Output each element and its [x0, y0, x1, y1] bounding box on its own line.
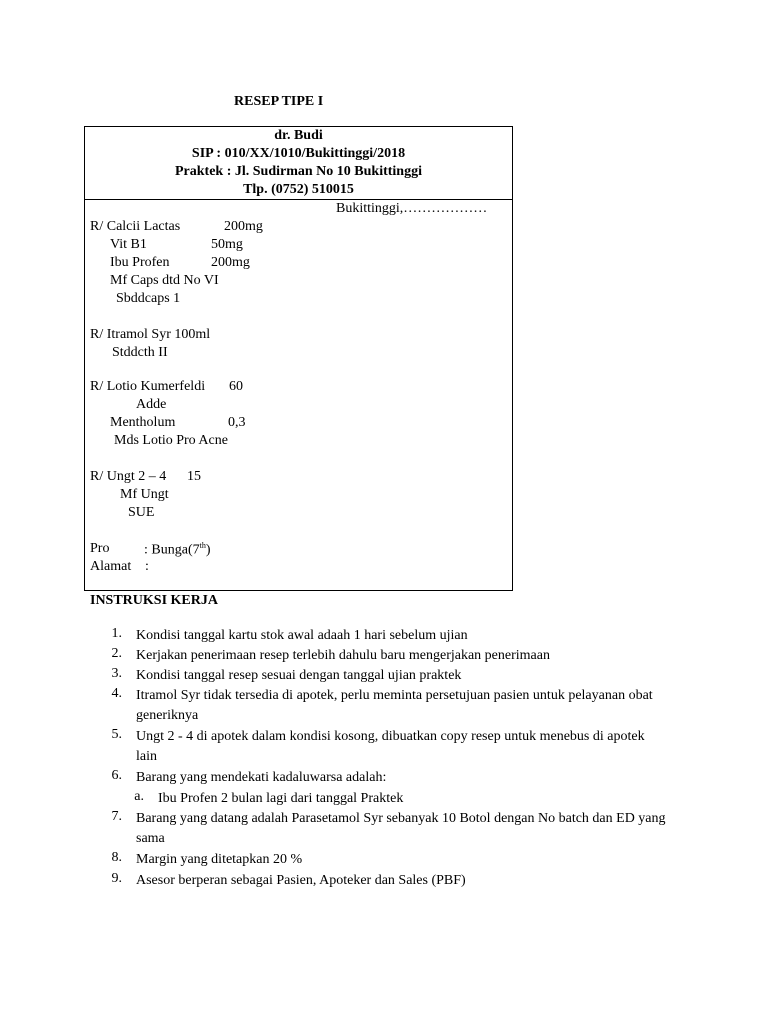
document-title: RESEP TIPE I [234, 94, 324, 109]
pro-superscript: th [199, 541, 206, 550]
instructions-title: INSTRUKSI KERJA [90, 593, 218, 608]
list-item-number: 3. [111, 666, 122, 681]
rx2-sign: Stddcth II [112, 345, 168, 360]
rx3-prefix: R/ Lotio Kumerfeldi [90, 379, 206, 394]
list-item-text: Margin yang ditetapkan 20 % [136, 852, 303, 867]
rx3-dose: 60 [229, 379, 243, 394]
list-item-text: Barang yang mendekati kadaluwarsa adalah: [136, 770, 387, 785]
rx4-dose: 15 [187, 469, 201, 484]
rx2-prefix: R/ Itramol Syr 100ml [90, 327, 211, 342]
rx1-mf: Mf Caps dtd No VI [110, 273, 219, 288]
list-item-text: Ungt 2 - 4 di apotek dalam kondisi kosong, dibuatkan copy resep untuk menebus di apotek lain [136, 729, 645, 764]
sip-number: SIP : 010/XX/1010/Bukittinggi/2018 [191, 146, 406, 161]
list-item-number: 9. [111, 871, 122, 886]
list-item-text: Kondisi tanggal kartu stok awal adaah 1 hari sebelum ujian [136, 628, 468, 643]
pro-value [144, 541, 211, 559]
rx1-item-name: Vit B1 [110, 237, 147, 252]
practice-address: Praktek : Jl. Sudirman No 10 Bukittinggi [175, 164, 422, 179]
alamat-value: : [145, 559, 149, 574]
rx1-prefix: R/ Calcii Lactas [90, 219, 181, 234]
list-item-text: Barang yang datang adalah Parasetamol Syr sebanyak 10 Botol dengan No batch dan ED yang sama [136, 811, 666, 846]
rx3-sign: Mds Lotio Pro Acne [114, 433, 228, 448]
rx3-menthol-dose: 0,3 [228, 415, 246, 430]
list-item-text: Asesor berperan sebagai Pasien, Apoteker dan Sales (PBF) [136, 873, 466, 888]
rx1-sign: Sbddcaps 1 [116, 291, 181, 306]
list-item-number: 8. [111, 850, 122, 865]
rx1-item-name: Ibu Profen [110, 255, 170, 270]
rx3-menthol: Mentholum [110, 415, 176, 430]
pro-label: Pro [90, 541, 110, 556]
list-item-text: Kerjakan penerimaan resep terlebih dahulu baru mengerjakan penerimaan [136, 648, 550, 663]
list-item-text: Ibu Profen 2 bulan lagi dari tanggal Praktek [158, 791, 404, 806]
rx3-adde: Adde [136, 397, 167, 412]
list-item-number: a. [134, 789, 144, 804]
pro-close: ) [205, 542, 211, 558]
header-divider [84, 199, 513, 200]
list-item-number: 1. [111, 626, 122, 641]
list-item-text: Itramol Syr tidak tersedia di apotek, perlu meminta persetujuan pasien untuk pelayanan obat generiknya [136, 688, 653, 723]
list-item-number: 6. [111, 768, 122, 783]
rx4-sign: SUE [128, 505, 155, 520]
rx1-dose: 200mg [224, 219, 263, 234]
rx4-prefix: R/ Ungt 2 – 4 [90, 469, 167, 484]
doctor-name: dr. Budi [274, 128, 323, 143]
list-item-number: 7. [111, 809, 122, 824]
place-date: Bukittinggi,……………… [336, 201, 488, 216]
phone-number: Tlp. (0752) 510015 [243, 182, 354, 197]
rx1-item-dose: 50mg [211, 237, 243, 252]
rx4-mf: Mf Ungt [120, 487, 169, 502]
pro-value-text: : Bunga(7 [144, 542, 200, 558]
list-item-text: Kondisi tanggal resep sesuai dengan tanggal ujian praktek [136, 668, 462, 683]
rx1-item-dose: 200mg [211, 255, 250, 270]
alamat-label: Alamat [90, 559, 132, 574]
list-item-number: 5. [111, 727, 122, 742]
list-item-number: 4. [111, 686, 122, 701]
list-item-number: 2. [111, 646, 122, 661]
